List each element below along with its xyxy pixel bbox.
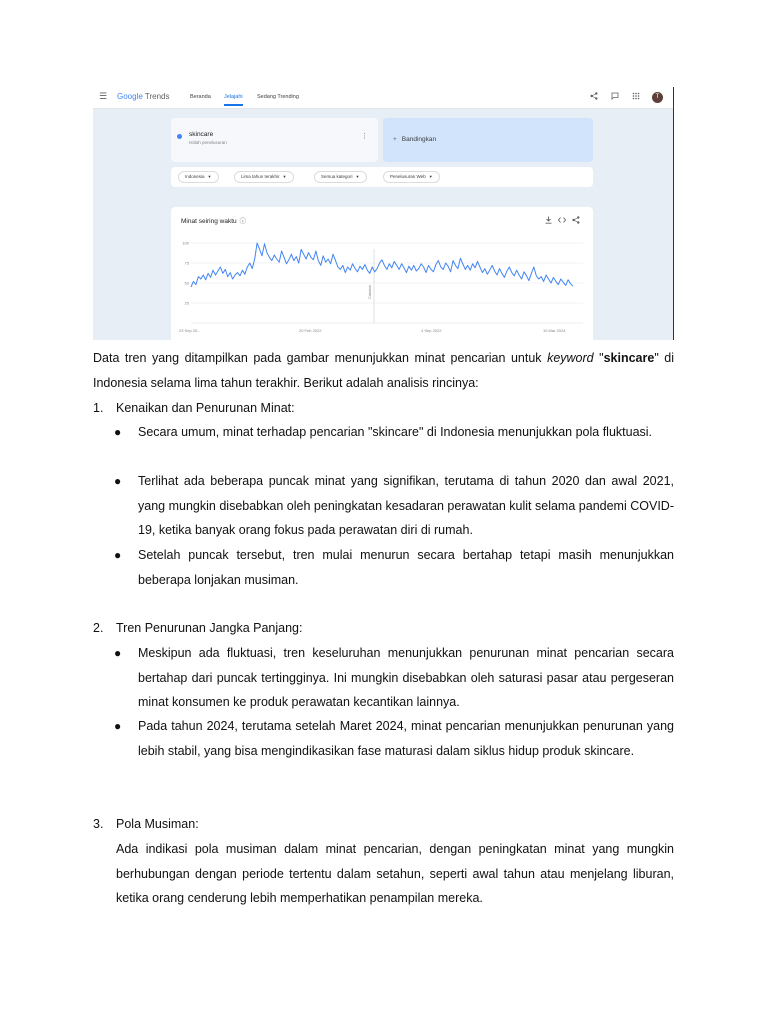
bullet-icon: ●: [114, 548, 122, 562]
section-2-bullet-1: Meskipun ada fluktuasi, tren keseluruhan menunjukkan penurunan minat pencarian secara bertahap dari puncak tertingginya. Ini mungkin disebabkan oleh saturasi pasar atau pergeseran minat konsumen ke produk perawatan kecantikan lainnya.: [138, 646, 674, 709]
intro-text-a: Data tren yang ditampilkan pada gambar menunjukkan minat pencarian untuk: [93, 351, 548, 365]
google-trends-logo[interactable]: [117, 92, 169, 102]
filter-category-label: Semua kategori: [321, 174, 353, 179]
keyword-term: skincare: [189, 131, 214, 138]
series-layer: [191, 243, 573, 287]
intro-text-e: " di: [654, 351, 674, 365]
caret-down-icon: ▼: [207, 174, 212, 179]
trends-header: [93, 87, 673, 109]
series-line-skincare[interactable]: [191, 243, 573, 287]
intro-quote-open: ": [593, 351, 604, 365]
intro-skincare-bold: skincare: [603, 351, 655, 365]
bullet-icon: ●: [114, 425, 122, 439]
section-2-number: 2.: [93, 621, 104, 635]
section-1-heading: Kenaikan dan Penurunan Minat:: [116, 401, 295, 415]
intro-line-2: Indonesia selama lima tahun terakhir. Berikut adalah analisis rincinya:: [93, 376, 479, 390]
keyword-card[interactable]: [171, 118, 378, 162]
help-icon[interactable]: ⓘ: [239, 218, 247, 225]
x-tick-label: 23 Sep 20...: [179, 328, 201, 333]
section-2-bullet-2: Pada tahun 2024, terutama setelah Maret 2024, minat pencarian menunjukkan penurunan yang lebih stabil, yang bisa mengindikasikan fase maturasi dalam siklus hidup produk skincare.: [138, 719, 674, 758]
x-tick-label: 10 Mar 2024: [543, 328, 566, 333]
caret-down-icon: ▼: [428, 174, 433, 179]
interest-over-time-card: [171, 207, 593, 340]
bullet-icon: ●: [114, 719, 122, 733]
y-tick-label: 50: [184, 280, 189, 286]
series-color-dot: [177, 134, 182, 139]
logo-trends: Trends: [144, 92, 170, 101]
section-1-bullet-1: Secara umum, minat terhadap pencarian "skincare" di Indonesia menunjukkan pola fluktuasi.: [138, 425, 653, 439]
section-1-number: 1.: [93, 401, 104, 415]
section-3-heading: Pola Musiman:: [116, 817, 199, 831]
keyword-subtitle: Istilah penelusuran: [189, 140, 227, 145]
section-3-paragraph: Ada indikasi pola musiman dalam minat pencarian, dengan peningkatan minat yang mungkin berhubungan dengan periode tertentu dalam setahun, seperti awal tahun atau menjelang liburan, ketika orang cenderung lebih memperhatikan penampilan mereka.: [116, 842, 674, 905]
share-icon[interactable]: [590, 92, 598, 103]
section-1-bullet-2: Terlihat ada beberapa puncak minat yang signifikan, terutama di tahun 2020 dan awal 2021, yang mungkin disebabkan oleh peningkatan kesadaran perawatan kulit selama pandemi COVID-19, ketika banyak orang fokus pada perawatan diri di rumah.: [138, 474, 674, 537]
filter-search-type-label: Penelusuran Web: [390, 174, 426, 179]
more-vert-icon[interactable]: ⋮: [361, 133, 368, 140]
x-tick-label: 4 Sep 2022: [421, 328, 442, 333]
google-trends-screenshot: [93, 87, 674, 340]
plus-icon: +: [393, 136, 397, 143]
caret-down-icon: ▼: [282, 174, 287, 179]
x-tick-label: 20 Feb 2022: [299, 328, 322, 333]
note-marker-label: Catatan: [367, 284, 372, 299]
filter-time[interactable]: [234, 171, 294, 183]
chart-title-text: Minat seiring waktu: [181, 218, 237, 225]
bullet-icon: ●: [114, 474, 122, 488]
nav-jelajahi[interactable]: Jelajahi: [224, 94, 243, 100]
filter-bar: [171, 167, 593, 187]
nav-beranda[interactable]: Beranda: [190, 94, 211, 100]
y-tick-label: 100: [182, 240, 189, 246]
y-tick-labels: [182, 241, 189, 306]
section-2-heading: Tren Penurunan Jangka Panjang:: [116, 621, 303, 635]
intro-keyword-italic: keyword: [547, 351, 594, 365]
trend-line-chart[interactable]: [171, 207, 593, 340]
compare-label: Bandingkan: [401, 136, 437, 143]
avatar[interactable]: T: [652, 92, 663, 103]
filter-time-label: Lima tahun terakhir: [241, 174, 280, 179]
y-tick-label: 25: [184, 300, 189, 306]
chart-grid: [191, 243, 583, 323]
menu-icon[interactable]: ☰: [99, 91, 108, 101]
x-tick-labels: [179, 328, 566, 333]
compare-card[interactable]: [383, 118, 593, 162]
filter-category[interactable]: [314, 171, 367, 183]
section-3-number: 3.: [93, 817, 104, 831]
filter-region-label: Indonesia: [185, 174, 205, 179]
filter-search-type[interactable]: [383, 171, 440, 183]
filter-region[interactable]: [178, 171, 219, 183]
nav-sedang-trending[interactable]: Sedang Trending: [257, 94, 299, 100]
logo-google: Google: [117, 92, 143, 101]
bullet-icon: ●: [114, 646, 122, 660]
y-tick-label: 75: [184, 260, 189, 266]
intro-line-1: [93, 346, 674, 371]
section-1-bullet-3: Setelah puncak tersebut, tren mulai menurun secara bertahap tetapi masih menunjukkan beberapa lonjakan musiman.: [138, 548, 674, 587]
caret-down-icon: ▼: [355, 174, 360, 179]
apps-icon[interactable]: [632, 92, 640, 103]
feedback-icon[interactable]: [611, 92, 619, 103]
